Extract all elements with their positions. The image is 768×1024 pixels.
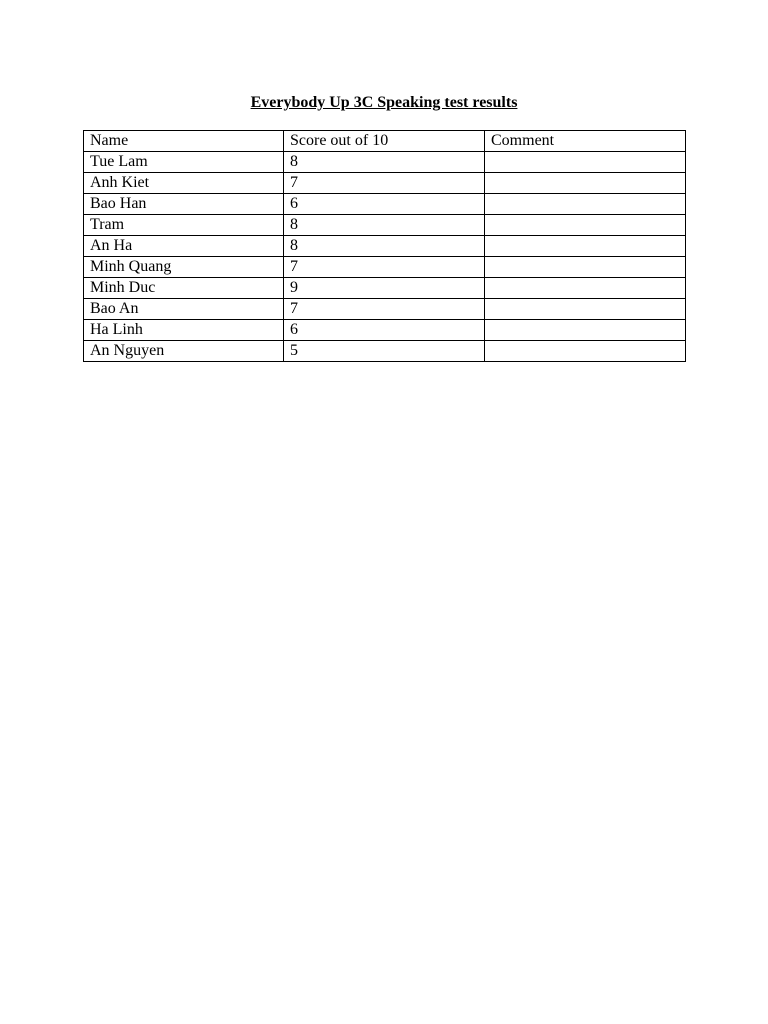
table-row [84,173,686,194]
header-name: Name [84,131,284,152]
cell-score: 7 [284,299,485,320]
table-row [84,215,686,236]
table-row [84,341,686,362]
cell-score: 5 [284,341,485,362]
cell-name: An Ha [84,236,284,257]
header-score: Score out of 10 [284,131,485,152]
cell-comment [485,173,686,194]
cell-name: An Nguyen [84,341,284,362]
table-row [84,152,686,173]
cell-comment [485,152,686,173]
cell-name: Bao An [84,299,284,320]
table-row [84,320,686,341]
cell-name: Bao Han [84,194,284,215]
table-row [84,257,686,278]
cell-score: 7 [284,257,485,278]
cell-score: 9 [284,278,485,299]
cell-comment [485,194,686,215]
table-header-row [84,131,686,152]
cell-score: 8 [284,152,485,173]
cell-comment [485,278,686,299]
cell-comment [485,215,686,236]
cell-name: Anh Kiet [84,173,284,194]
cell-score: 6 [284,194,485,215]
cell-score: 6 [284,320,485,341]
table-row [84,278,686,299]
cell-name: Tue Lam [84,152,284,173]
cell-comment [485,236,686,257]
table-row [84,236,686,257]
cell-name: Minh Quang [84,257,284,278]
cell-comment [485,341,686,362]
cell-comment [485,257,686,278]
cell-score: 8 [284,236,485,257]
cell-name: Tram [84,215,284,236]
cell-comment [485,320,686,341]
results-table [83,130,686,362]
table-row [84,299,686,320]
cell-name: Ha Linh [84,320,284,341]
document-title: Everybody Up 3C Speaking test results [250,94,518,111]
table-row [84,194,686,215]
cell-score: 7 [284,173,485,194]
cell-comment [485,299,686,320]
cell-score: 8 [284,215,485,236]
header-comment: Comment [485,131,686,152]
cell-name: Minh Duc [84,278,284,299]
